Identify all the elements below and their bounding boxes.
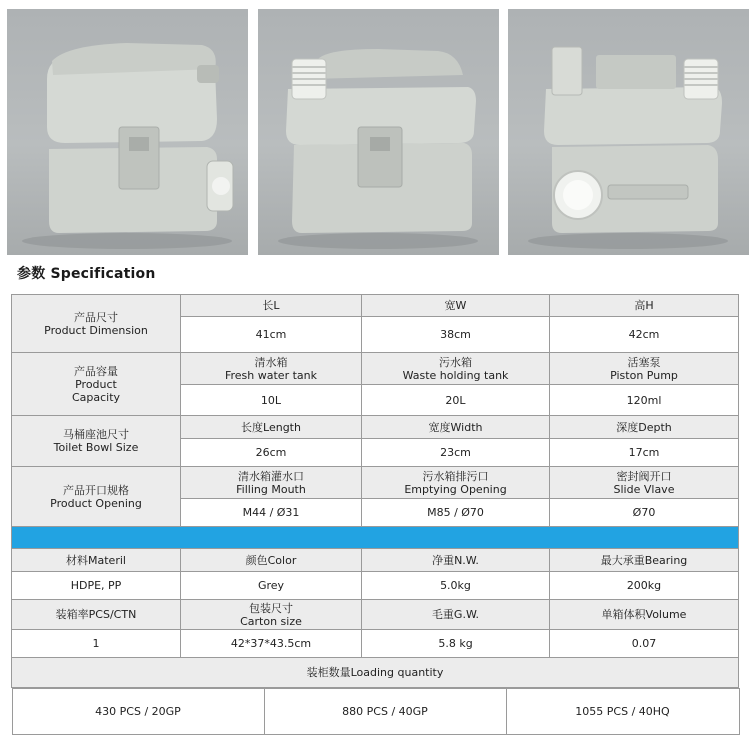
gross-weight-value: 5.8 kg [362,630,550,658]
dimension-value-length: 41cm [181,317,362,353]
dimension-header-width: 宽W [362,295,550,317]
loading-20gp: 430 PCS / 20GP [12,689,264,735]
bowl-header-length: 长度Length [181,416,362,439]
loading-quantity-row [12,688,739,736]
loading-quantity-table [12,688,740,735]
dimension-value-height: 42cm [550,317,739,353]
material-value: HDPE, PP [12,572,181,600]
bearing-header: 最大承重Bearing [550,549,739,572]
dimension-label: 产品尺寸 Product Dimension [12,295,181,353]
carton-size-header: 包装尺寸 Carton size [181,600,362,630]
toilet-front-photo [258,9,499,255]
specification-table [11,294,739,735]
color-header: 颜色Color [181,549,362,572]
section-divider [12,527,739,549]
net-weight-header: 净重N.W. [362,549,550,572]
opening-header-emptying: 污水箱排污口 Emptying Opening [362,467,550,499]
material-header: 材料Materil [12,549,181,572]
dimension-value-width: 38cm [362,317,550,353]
bowl-header-width: 宽度Width [362,416,550,439]
product-photos [7,9,745,255]
capacity-header-pump: 活塞泵 Piston Pump [550,353,739,385]
opening-label: 产品开口规格 Product Opening [12,467,181,527]
opening-header-filling: 清水箱灌水口 Filling Mouth [181,467,362,499]
bowl-label: 马桶座池尺寸 Toilet Bowl Size [12,416,181,467]
volume-value: 0.07 [550,630,739,658]
opening-value-filling: M44 / Ø31 [181,499,362,527]
loading-40hq: 1055 PCS / 40HQ [506,689,739,735]
bowl-value-width: 23cm [362,439,550,467]
capacity-header-fresh: 清水箱 Fresh water tank [181,353,362,385]
capacity-value-fresh: 10L [181,385,362,416]
capacity-header-waste: 污水箱 Waste holding tank [362,353,550,385]
pcs-per-ctn-header: 装箱率PCS/CTN [12,600,181,630]
toilet-side-photo [7,9,248,255]
carton-size-value: 42*37*43.5cm [181,630,362,658]
capacity-value-waste: 20L [362,385,550,416]
loading-quantity-header: 装柜数量Loading quantity [12,658,739,688]
bearing-value: 200kg [550,572,739,600]
net-weight-value: 5.0kg [362,572,550,600]
pcs-per-ctn-value: 1 [12,630,181,658]
capacity-label: 产品容量 Product Capacity [12,353,181,416]
specification-heading: 参数 Specification [17,266,156,282]
bowl-value-depth: 17cm [550,439,739,467]
opening-value-emptying: M85 / Ø70 [362,499,550,527]
capacity-value-pump: 120ml [550,385,739,416]
loading-40gp: 880 PCS / 40GP [264,689,506,735]
opening-value-valve: Ø70 [550,499,739,527]
dimension-header-length: 长L [181,295,362,317]
volume-header: 单箱体积Volume [550,600,739,630]
gross-weight-header: 毛重G.W. [362,600,550,630]
bowl-header-depth: 深度Depth [550,416,739,439]
color-value: Grey [181,572,362,600]
dimension-header-height: 高H [550,295,739,317]
bowl-value-length: 26cm [181,439,362,467]
toilet-back-photo [508,9,749,255]
opening-header-valve: 密封阀开口 Slide Vlave [550,467,739,499]
